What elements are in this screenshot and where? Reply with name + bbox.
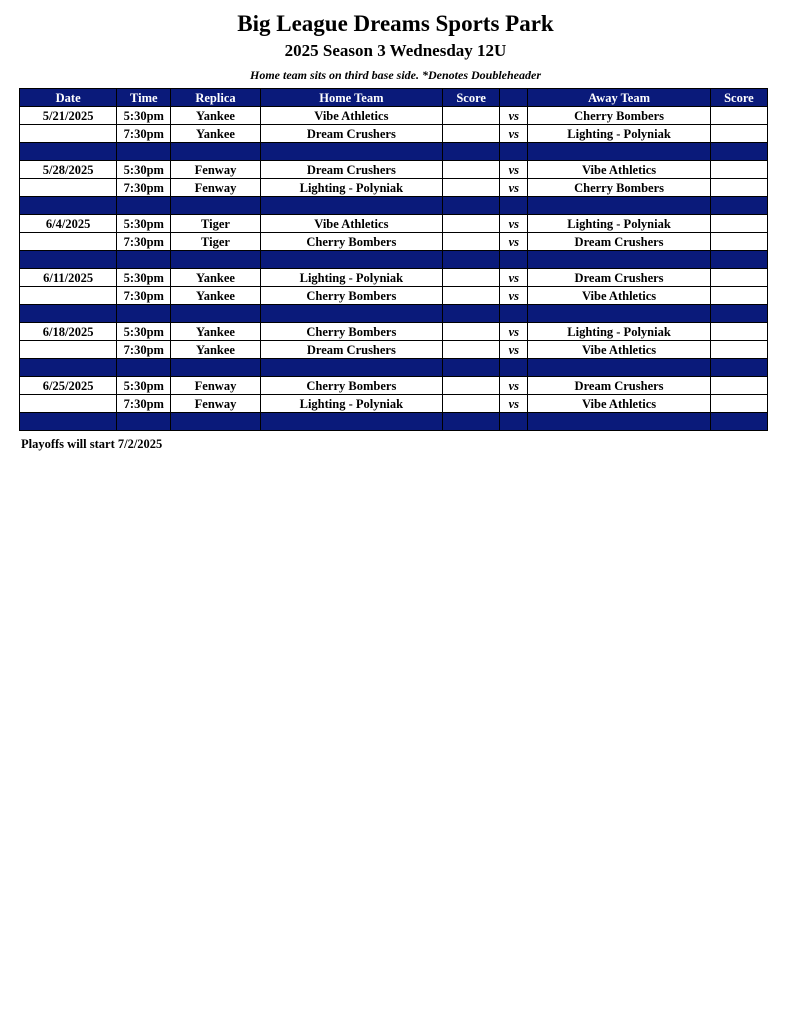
game-row [20,179,768,197]
away-team: Lighting - Polyniak [528,125,710,143]
game-time: 5:30pm [117,323,171,341]
separator-cell [20,197,117,215]
home-score [443,179,500,197]
game-time: 7:30pm [117,287,171,305]
home-score [443,215,500,233]
separator-cell [260,143,442,161]
separator-cell [710,251,767,269]
game-row [20,287,768,305]
away-score [710,215,767,233]
field-replica: Fenway [171,395,260,413]
field-replica: Fenway [171,179,260,197]
separator-cell [500,359,528,377]
separator-cell [443,251,500,269]
separator-cell [710,413,767,431]
game-time: 7:30pm [117,341,171,359]
game-date: 6/4/2025 [20,215,117,233]
away-score [710,125,767,143]
field-replica: Yankee [171,269,260,287]
separator-cell [500,197,528,215]
home-team: Lighting - Polyniak [260,269,442,287]
home-score [443,323,500,341]
separator-cell [528,413,710,431]
separator-cell [20,251,117,269]
game-time: 7:30pm [117,395,171,413]
separator-cell [171,251,260,269]
header-row [20,89,768,107]
away-score [710,107,767,125]
home-team: Lighting - Polyniak [260,395,442,413]
game-date [20,125,117,143]
field-replica: Yankee [171,125,260,143]
week-separator-row [20,197,768,215]
game-date [20,233,117,251]
game-time: 5:30pm [117,377,171,395]
home-team: Dream Crushers [260,125,442,143]
away-score [710,377,767,395]
separator-cell [710,305,767,323]
header-date: Date [20,89,117,107]
field-replica: Fenway [171,161,260,179]
week-separator-row [20,359,768,377]
separator-cell [443,359,500,377]
home-score [443,161,500,179]
separator-cell [710,197,767,215]
away-score [710,323,767,341]
separator-cell [443,305,500,323]
home-team: Cherry Bombers [260,287,442,305]
header-vs [500,89,528,107]
separator-cell [117,359,171,377]
game-time: 7:30pm [117,233,171,251]
game-date: 6/11/2025 [20,269,117,287]
separator-cell [171,197,260,215]
separator-cell [260,251,442,269]
game-row [20,233,768,251]
away-team: Vibe Athletics [528,161,710,179]
game-time: 5:30pm [117,269,171,287]
game-date: 6/18/2025 [20,323,117,341]
page-title: Big League Dreams Sports Park [237,11,554,36]
home-score [443,107,500,125]
week-separator-row [20,305,768,323]
field-replica: Yankee [171,287,260,305]
schedule-note: Home team sits on third base side. *Denotes Doubleheader [250,68,541,82]
separator-cell [500,143,528,161]
playoffs-note: Playoffs will start 7/2/2025 [21,437,163,451]
away-score [710,179,767,197]
separator-cell [171,143,260,161]
separator-cell [528,143,710,161]
separator-cell [443,143,500,161]
game-row [20,125,768,143]
schedule-table [19,88,768,431]
separator-cell [260,305,442,323]
home-score [443,233,500,251]
game-row [20,107,768,125]
home-score [443,395,500,413]
home-score [443,125,500,143]
away-team: Dream Crushers [528,269,710,287]
home-team: Dream Crushers [260,161,442,179]
header-away-score: Score [710,89,767,107]
game-time: 5:30pm [117,161,171,179]
header-away-team: Away Team [528,89,710,107]
separator-cell [20,143,117,161]
game-date [20,341,117,359]
home-score [443,269,500,287]
home-team: Cherry Bombers [260,377,442,395]
game-date: 5/21/2025 [20,107,117,125]
game-time: 5:30pm [117,107,171,125]
field-replica: Yankee [171,107,260,125]
field-replica: Yankee [171,341,260,359]
separator-cell [20,359,117,377]
separator-cell [443,413,500,431]
game-time: 7:30pm [117,179,171,197]
separator-cell [528,251,710,269]
away-team: Dream Crushers [528,233,710,251]
week-separator-row [20,251,768,269]
home-team: Cherry Bombers [260,233,442,251]
header-replica: Replica [171,89,260,107]
versus-label: vs [500,377,528,395]
away-team: Vibe Athletics [528,341,710,359]
separator-cell [528,197,710,215]
away-team: Lighting - Polyniak [528,215,710,233]
game-row [20,269,768,287]
week-separator-row [20,143,768,161]
game-date: 6/25/2025 [20,377,117,395]
home-team: Cherry Bombers [260,323,442,341]
away-team: Dream Crushers [528,377,710,395]
versus-label: vs [500,125,528,143]
home-score [443,377,500,395]
separator-cell [500,251,528,269]
game-row [20,377,768,395]
page-subtitle: 2025 Season 3 Wednesday 12U [284,41,507,60]
versus-label: vs [500,323,528,341]
versus-label: vs [500,395,528,413]
away-team: Cherry Bombers [528,107,710,125]
away-team: Vibe Athletics [528,287,710,305]
field-replica: Fenway [171,377,260,395]
home-team: Lighting - Polyniak [260,179,442,197]
versus-label: vs [500,233,528,251]
separator-cell [171,359,260,377]
game-row [20,215,768,233]
game-date [20,287,117,305]
header-time: Time [117,89,171,107]
versus-label: vs [500,341,528,359]
separator-cell [260,359,442,377]
game-date [20,179,117,197]
home-team: Vibe Athletics [260,215,442,233]
separator-cell [171,413,260,431]
away-score [710,341,767,359]
away-score [710,395,767,413]
away-team: Lighting - Polyniak [528,323,710,341]
home-team: Vibe Athletics [260,107,442,125]
separator-cell [117,413,171,431]
separator-cell [117,143,171,161]
home-score [443,287,500,305]
separator-cell [500,413,528,431]
header-home-team: Home Team [260,89,442,107]
week-separator-row [20,413,768,431]
versus-label: vs [500,269,528,287]
home-score [443,341,500,359]
versus-label: vs [500,107,528,125]
header-home-score: Score [443,89,500,107]
game-date: 5/28/2025 [20,161,117,179]
versus-label: vs [500,161,528,179]
separator-cell [710,143,767,161]
away-score [710,269,767,287]
separator-cell [710,359,767,377]
separator-cell [117,305,171,323]
field-replica: Tiger [171,233,260,251]
away-score [710,233,767,251]
separator-cell [260,197,442,215]
separator-cell [20,305,117,323]
versus-label: vs [500,215,528,233]
home-team: Dream Crushers [260,341,442,359]
game-row [20,323,768,341]
separator-cell [500,305,528,323]
versus-label: vs [500,287,528,305]
field-replica: Tiger [171,215,260,233]
schedule-body [20,107,768,431]
separator-cell [528,305,710,323]
field-replica: Yankee [171,323,260,341]
separator-cell [117,251,171,269]
separator-cell [20,413,117,431]
away-score [710,161,767,179]
separator-cell [171,305,260,323]
game-date [20,395,117,413]
away-score [710,287,767,305]
game-row [20,341,768,359]
game-time: 5:30pm [117,215,171,233]
game-time: 7:30pm [117,125,171,143]
versus-label: vs [500,179,528,197]
separator-cell [117,197,171,215]
away-team: Vibe Athletics [528,395,710,413]
separator-cell [443,197,500,215]
separator-cell [260,413,442,431]
separator-cell [528,359,710,377]
game-row [20,161,768,179]
game-row [20,395,768,413]
away-team: Cherry Bombers [528,179,710,197]
